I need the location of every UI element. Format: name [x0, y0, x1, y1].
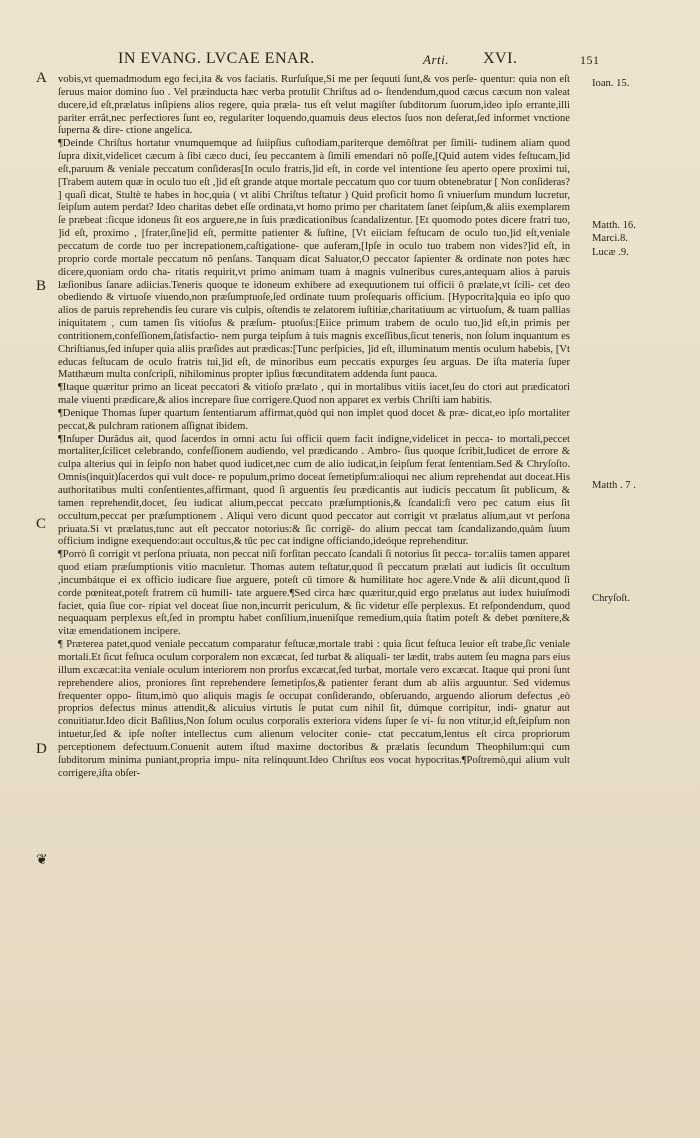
paragraph: ¶Inſuper Durãdus ait, quod ſacerdos in omni actu ſui officii quem facit indigne,videlicet in pecca- to mortali,peccet mortaliter,ſcilicet celebrando, confeſſionem audiendo, vel prædicando . Ambro- ſius quoque ſcribit,Iudicet de errore & culpa alterius qui in ſeipſo non habet quod iudicet,nec cum de alio iudicat,in ſeipſum ferat ſententiam.Sed & Chryſoſto. Omnis(inquit)ſacerdos qui vult doce- re populum,primo doceat ſemetipſum:alioqui nec alium reprehendat aut doceat.His authoritatibus multi conſentientes,affirmant, quod ſi arguentis ſeu prædicantis aut iudicis peccatum ſit publicum, & tamen reprehendit,docet, ſeu iudicat alium,peccat peccato præſumptionis,& ſcandali:ſi vero pec catum eius ſit occultum,peccat per præſumptionem . Aliqui vero dicunt quod peccator aut corrigit vt prælatus alium,aut vt perſona priuata.Si vt prælatus,tunc aut eſt peccator notorius:& ſic corrigē- do alium peccat tam ſcandalizando,quàm ſuum officium indigne exequendo:aut occultus,& tūc pec cat indigne officiando,ideóque reprehenditur. — [58, 433, 570, 548]
margin-letter-c: C — [36, 516, 47, 532]
margin-ref-luc9: Lucæ .9. — [592, 247, 629, 258]
paragraph: vobis,vt quemadmodum ego feci,ita & vos faciatis. Rurſuſque,Si me per ſequuti ſunt,& vos perſe- quentur: quia non eſt ſeruus maior domino ſuo . Vel præinducta hæc verba protulit Chriſtus ad o- ſtendendum,quod cæcus cæcum non valeat ducere,id eſt,prælatus inſipiens alios regere, quia præla- tus eſt velut magiſter ſubditorum ſuorum,ideo ipſo errante,illi pariter errãt,nec perfectiores ſunt eo, regulariter loquendo,quamuis deus electos ſuos non deſerat,ſed informet vnctione ſuperna & dire- ctione angelica. — [58, 74, 570, 137]
article-number: XVI. — [483, 50, 518, 67]
paragraph: ¶Itaque quæritur primo an liceat peccatori & vitioſo prælato , qui in mortalibus vitiis iacet,ſeu do ctori aut prædicatori male viuenti prædicare,& alios increpare ſiue corrigere.Quod non apparet ex verbis Chriſti iam habitis. — [58, 382, 570, 407]
margin-ref-ioan: Ioan. 15. — [592, 78, 630, 89]
running-title: IN EVANG. LVCAE ENAR. — [118, 50, 315, 67]
margin-letter-b: B — [36, 278, 47, 294]
margin-ref-matth7: Matth . 7 . — [592, 480, 636, 491]
paragraph: ¶Denique Thomas ſuper quartum ſententiarum affirmat,quòd qui non implet quod docet & præ- dicat,eo ipſo mortaliter peccat,& pulchram rationem aſſignat ibidem. — [58, 407, 570, 432]
paragraph: ¶Deinde Chriſtus hortatur vnumquemque ad ſuiipſius cuſtodiam,pariterque demõſtrat per ſimili- tudinem aliam quod ſupra dixit,videlicet cæcum à ſibi cæco duci, ſeu peccantem à ſimili emendari nõ poſſe,[Quid autem vides feſtucam,]id eſt,paruum & veniale peccatum conſideras[In oculo fratris,]id eſt, in corde vel intentione ſeu aperto opere proximi tui,[Trabem autem quæ in oculo tuo eſt ,]id eſt grande atque mortale peccatum quo cor tuum obtenebratur [ Non conſideras? ] quaſi dicat, Stultè te habes in hoc,quia ( vt alibi Chriſtus teſtatur ) Quid proficit homo ſi vniuerſum mundum lucretur, ſeipſum autem perdat? Ideo charitas debet eſſe ordinata,vt homo primo per charitatem ſanet ſeipſum,& aliis exemplarem ſe præbeat :ſicque idoneus ſit eos arguere,ne in ſuis prædicationibus ſcandalizentur. [Et quomodo potes dicere fratri tuo, ]id eſt, proximo , [frater,ſine]id eſt, permitte patienter & ſuſtine, [Vt eiiciam feſtucam de oculo tuo,]id eſt,veniale peccatum de corde tuo per increpationem,caſtigatione- que auferam,[Ipſe in oculo tuo trabem non vides?]id eſt, in proprio corde mortale peccatum nõ penſans. Tanquam dicat Saluator,O peccator ſapienter & ordinate non potes hæc dicere,quoniam ordo cha- ritatis requirit,vt primo animam tuam à magnis vulneribus cures,antequam alios à paruis læſionibus ſanare adiicias.Teneris quoque te idoneum exhibere ad exequutionem tui officii ô prælate,vt ſcili- cet deo obediendo & virtuoſe viuendo,non præſumptuoſe,ſed ordinate tuum proſequaris officium. [Hypocrita]quia eo ipſo quo alios de paruis reprehendis ſeu curare vis culpis, oſtendis te zelatorem iuſtitiæ,charitatiuum ac virtuoſum, & tuam pallias iniquitatem , cum tamen ſis vitioſus & præſum- ptuoſus:[Eiice primum trabem de oculo tuo,]id eſt,in primis per contritionem,confeſſionem,ſatisfactio- nem purga teipſum à tuis magnis exceſſibus,ſicut teneris, non ſolum inquantum es Chriſtianus,ſed inſuper quia aliis præſides aut prædicas:[Tunc perſpicies, ]id eſt, illuminatum mentis oculum habebis, [Vt educas feſtucam de oculo fratris tui,]id eſt, de minoribus eum peccatis expurges ſeu arguas. De iſta materia ſuper Matthæum multa conſcripſi, nihilominus propter ipſius fœcunditatem addenda ſunt pauca. — [58, 138, 570, 381]
folio-number: 151 — [580, 53, 600, 67]
margin-ref-chrysost: Chryſoſt. — [592, 593, 630, 604]
margin-letter-d: D — [36, 741, 47, 757]
commentary-text — [58, 74, 570, 780]
article-label: Arti. — [423, 52, 449, 67]
margin-letter-a: A — [36, 70, 47, 86]
margin-ornament-icon: ❦ — [36, 853, 48, 868]
running-header — [118, 50, 598, 68]
paragraph: ¶ Præterea patet,quod veniale peccatum comparatur feſtucæ,mortale trabi : quia ſicut feſtuca leuior eſt trabe,ſic veniale mortali.Et ſicut feſtuca oculum corporalem non excæcat, ſed turbat & aliquali- ter lædit, trabs autem ſeu magna pars eius illum excæcat:ita veniale oculum interiorem non prorſus excæcat,ſed turbat, mortale vero excæcat. Itaque qui proni ſunt reprehendere alios, proniores ſint reprehendere ſemetipſos,& patienter ferant dum ab aliis arguuntur. Sed videmus frequenter oppo- ſitum,imò quo aliquis magis ſe occupat conſiderando, obſeruando, arguendo aliorum defectus ,eò proprios defectus minus attendit,& alicuius virtutis ſe putat cum nihil ſit, dúmque corripitur, indi- gnatur aut conuitiatur.Ideo dicit Baſilius,Non ſolum oculus corporalis exteriora videns ſuper ſe vi- ſu non vtitur,id eſt,ſeipſum non intuetur,ſed & ipſe noſter intellectus cum alienum velociter conie- ctat peccatum,lentus eſt circa propriorum perceptionem defectuum.Conuenit autem iſtud maxime doctoribus & prælatis ſecundum Theophilum:qui cum ſubditorum minima puniant,propria impu- nita relinquunt.Ideo Chriſtus eos vocat hypocritas.¶Poſtremò,qui alium vult corrigere,iſta obſer- — [58, 639, 570, 779]
margin-ref-matth16: Matth. 16. — [592, 220, 636, 231]
paragraph: ¶Porrò ſi corrigit vt perſona priuata, non peccat niſi forſitan peccato ſcandali ſi notorius ſit pecca- tor:aliis tamen apparet quod etiam præſumptionis vitio maculetur. Thomas autem teſtatur,quod ſi peccatum prælati aut iudicis ſit occultum ,incumbátque ei ex officio iudicare ſiue arguere, poteſt cū timore & humilitate hoc agere.Vnde & alii dicunt,quod ſi corde pœniteat,poteſt fratrem cū humili- tate arguere.¶Sed circa hæc quæritur,quid ergo prælatus aut iudex huiuſmodi faciet, quia ſiue cor- ripiat vel doceat ſiue non,incurrit periculum, & ſic videtur eſſe perplexus. Et reſpondendum, quod nequaquam perplexus eſt,ſed in promptu habet conſilium,inueniſque remedium,quia ſtatim poteſt & debet pœnitere,& vitæ emendationem incipere. — [58, 549, 570, 638]
margin-ref-marc8: Marci.8. — [592, 233, 628, 244]
